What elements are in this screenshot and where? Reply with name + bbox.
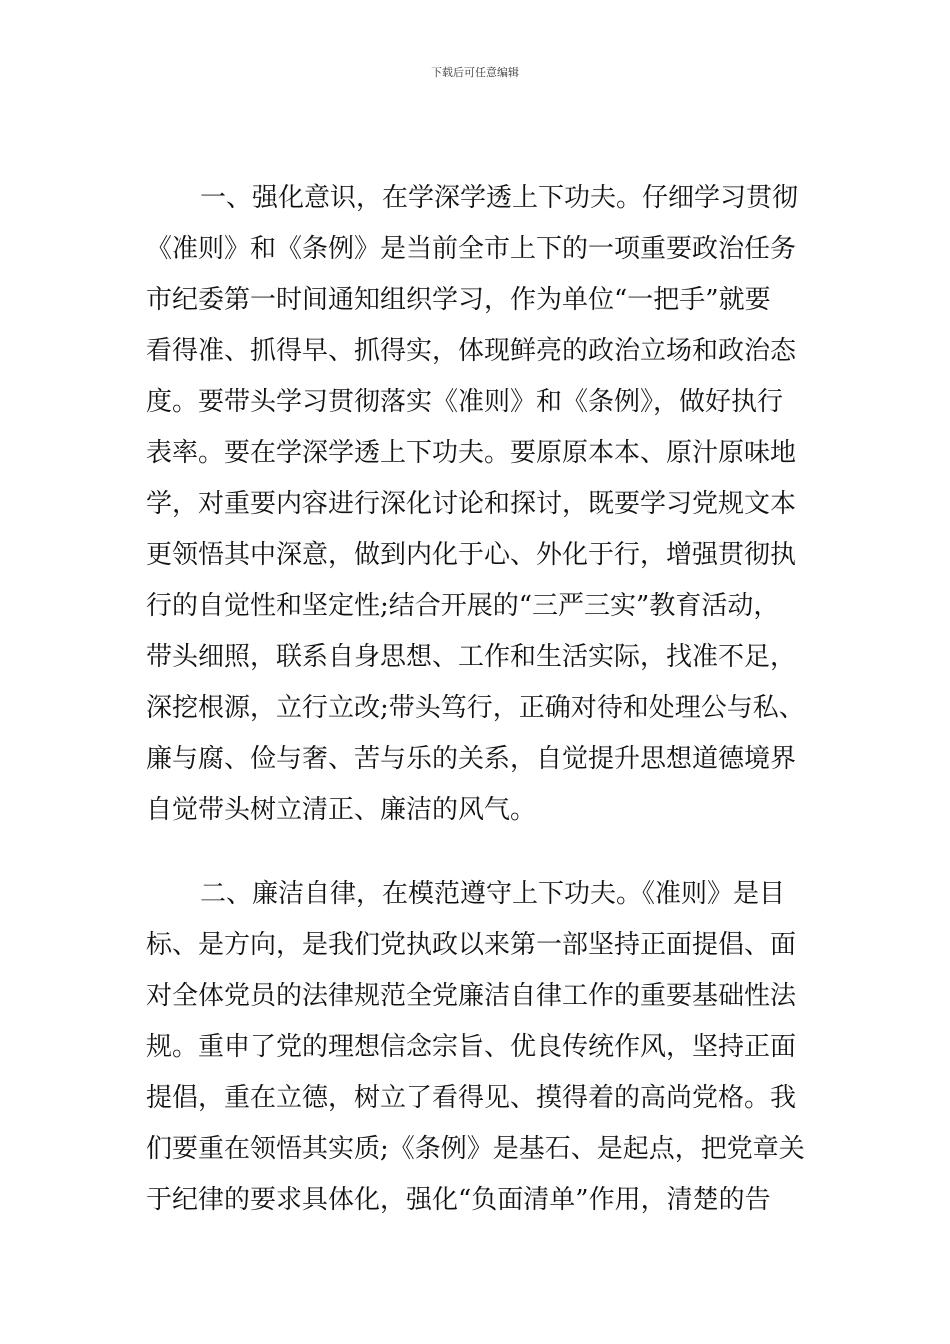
paragraph-line: 标、是方向，是我们党执政以来第一部坚持正面提倡、面 xyxy=(146,930,797,960)
paragraph-line: 度。要带头学习贯彻落实《准则》和《条例》，做好执行 xyxy=(146,387,784,417)
paragraph-line: 提倡，重在立德，树立了看得见、摸得着的高尚党格。我 xyxy=(146,1083,797,1113)
paragraph-1 xyxy=(146,173,810,836)
paragraph-line: 一、强化意识，在学深学透上下功夫。仔细学习贯彻 xyxy=(200,183,799,213)
paragraph-line: 更领悟其中深意，做到内化于心、外化于行，增强贯彻执 xyxy=(146,540,797,570)
paragraph-line: 深挖根源，立行立改;带头笃行，正确对待和处理公与私、 xyxy=(146,693,805,723)
paragraph-2 xyxy=(146,869,810,1226)
paragraph-line: 带头细照，联系自身思想、工作和生活实际，找准不足， xyxy=(146,642,797,672)
paragraph-line: 《准则》和《条例》是当前全市上下的一项重要政治任务 xyxy=(146,234,797,264)
paragraph-line: 学，对重要内容进行深化讨论和探讨，既要学习党规文本 xyxy=(146,489,797,519)
paragraph-line: 表率。要在学深学透上下功夫。要原原本本、原汁原味地 xyxy=(146,438,797,468)
page-header: 下载后可任意编辑 xyxy=(431,66,519,79)
paragraph-line: 于纪律的要求具体化，强化“负面清单”作用，清楚的告 xyxy=(146,1185,771,1215)
paragraph-line: 廉与腐、俭与奢、苦与乐的关系，自觉提升思想道德境界 xyxy=(146,744,797,774)
paragraph-line: 行的自觉性和坚定性;结合开展的“三严三实”教育活动， xyxy=(146,591,780,621)
paragraph-line: 市纪委第一时间通知组织学习，作为单位“一把手”就要 xyxy=(146,285,771,315)
paragraph-line: 自觉带头树立清正、廉洁的风气。 xyxy=(146,795,537,825)
paragraph-line: 们要重在领悟其实质;《条例》是基石、是起点，把党章关 xyxy=(146,1134,805,1164)
paragraph-line: 对全体党员的法律规范全党廉洁自律工作的重要基础性法 xyxy=(146,981,797,1011)
paragraph-line: 二、廉洁自律，在模范遵守上下功夫。《准则》是目 xyxy=(200,879,786,909)
paragraph-line: 看得准、抓得早、抓得实，体现鲜亮的政治立场和政治态 xyxy=(146,336,797,366)
paragraph-line: 规。重申了党的理想信念宗旨、优良传统作风，坚持正面 xyxy=(146,1032,797,1062)
